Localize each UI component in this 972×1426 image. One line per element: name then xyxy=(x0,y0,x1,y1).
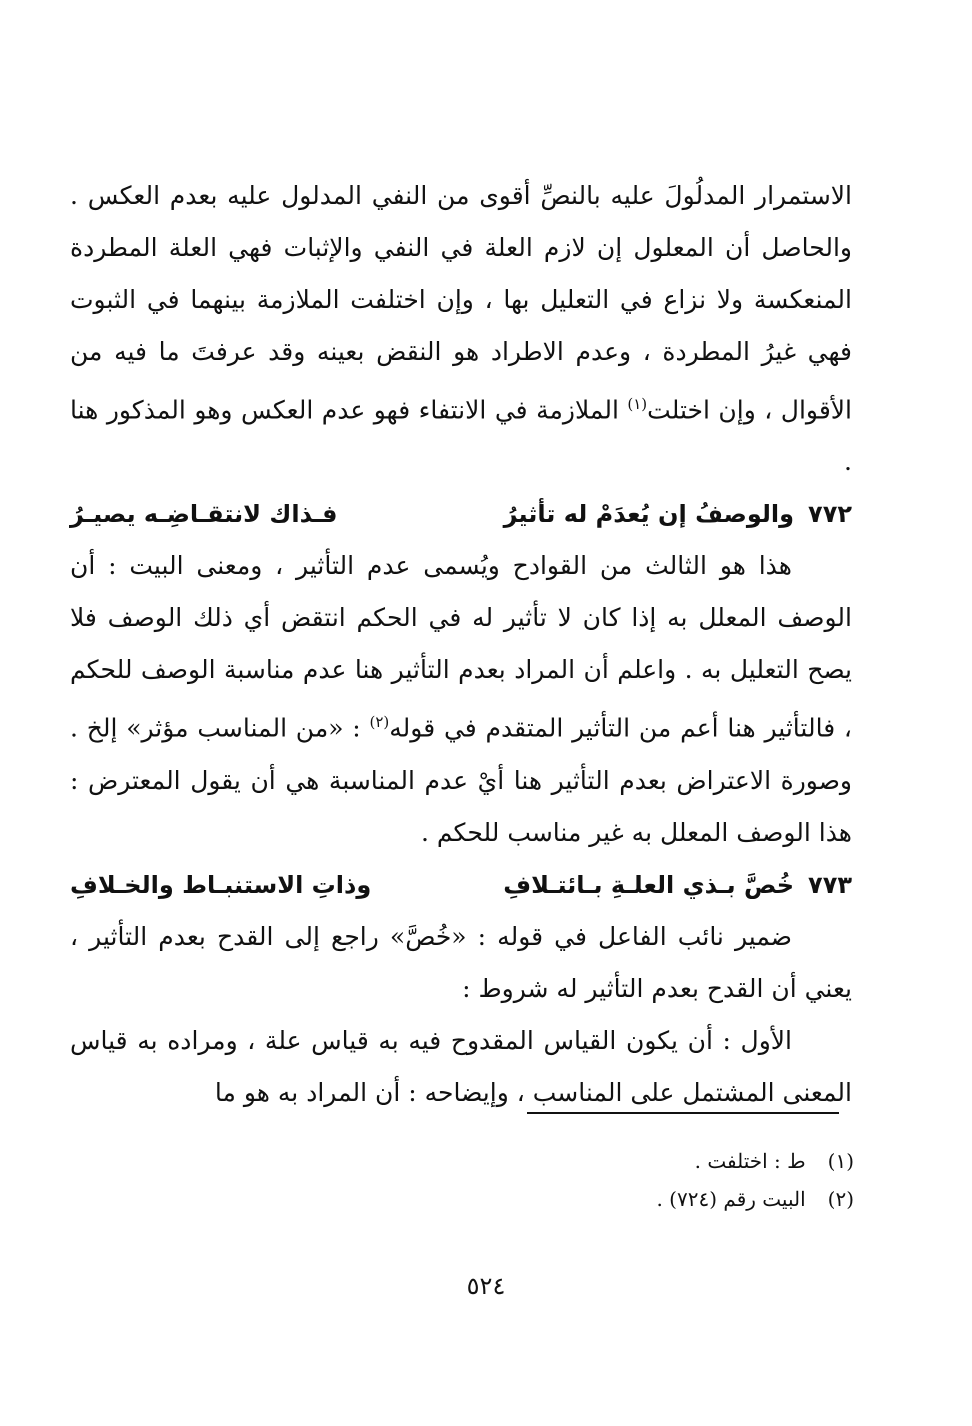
paragraph-1: الاستمرار المدلُولَ عليه بالنصِّ أقوى من النفي المدلول عليه بعدم العكس . والحاصل أن المعلول إن لازم العلة في النفي والإثبات فهي العلة المطردة المنعكسة ولا نزاع في التعليل بها ، وإن اختلفت الملازمة بينهما في الثبوت فهي غيرُ المطردة ، وعدم الاطراد هو النقض بعينه وقد عرفتَ ما فيه من الأقوال ، وإن اختلت$^{(١)}$ الملازمة في الانتفاء فهو عدم العكس وهو المذكور هنا . xyxy=(70,181,852,477)
footnotes xyxy=(354,1142,854,1218)
footnote-ref-1[interactable]: (١) xyxy=(627,395,648,413)
footnote-ref-2[interactable]: (٢) xyxy=(369,713,390,732)
page-body xyxy=(70,170,852,1119)
paragraph-4: الأول : أن يكون القياس المقدوح فيه به قياس علة ، ومراده به قياس المعنى المشتمل على المناسب ، وإيضاحه : أن المراد به هو ما xyxy=(70,1025,852,1107)
footnote-divider xyxy=(527,1112,839,1114)
footnote-text: ط : اختلفت . xyxy=(694,1149,806,1173)
page-number: ٥٢٤ xyxy=(466,1272,506,1300)
verse-773 xyxy=(70,859,852,911)
verse-number: ٧٧٣ xyxy=(808,870,852,899)
verse-772 xyxy=(70,488,852,540)
verse-hemistich-2: فـذاك لانتقـاضِـه يصيـرُ xyxy=(69,500,338,529)
verse-number: ٧٧٢ xyxy=(808,500,852,529)
paragraph-2: هذا هو الثالث من القوادح ويُسمى عدم التأثير ، ومعنى البيت : أن الوصف المعلل به إذا كان لا تأثير له في الحكم انتقض أي ذلك الوصف فلا يصح التعليل به . واعلم أن المراد بعدم التأثير هنا عدم مناسبة الوصف للحكم ، فالتأثير هنا أعم من التأثير المتقدم في قوله$^{(٢)}$ : «من المناسب مؤثر» إلخ . وصورة الاعتراض بعدم التأثير هنا أيْ عدم المناسبة هي أن يقول المعترض : هذا الوصف المعلل به غير مناسب للحكم . xyxy=(70,551,852,847)
verse-hemistich-1: خُصَّ بـذي العلـةِ بـائتـلافِ xyxy=(503,870,795,899)
footnote-number: (١) xyxy=(827,1149,854,1173)
footnote-1 xyxy=(354,1142,854,1180)
paragraph-3: ضمير نائب الفاعل في قوله : «خُصَّ» راجع إلى القدح بعدم التأثير ، يعني أن القدح بعدم التأثير له شروط : xyxy=(70,921,852,1003)
footnote-number: (٢) xyxy=(827,1187,854,1211)
footnote-2 xyxy=(354,1180,854,1218)
verse-hemistich-1: والوصفُ إن يُعدَمْ له تأثيرُ xyxy=(503,500,795,529)
verse-hemistich-2: وذاتِ الاستنبـاط والخـلافِ xyxy=(69,870,372,899)
footnote-text: البيت رقم (٧٢٤) . xyxy=(656,1187,806,1211)
